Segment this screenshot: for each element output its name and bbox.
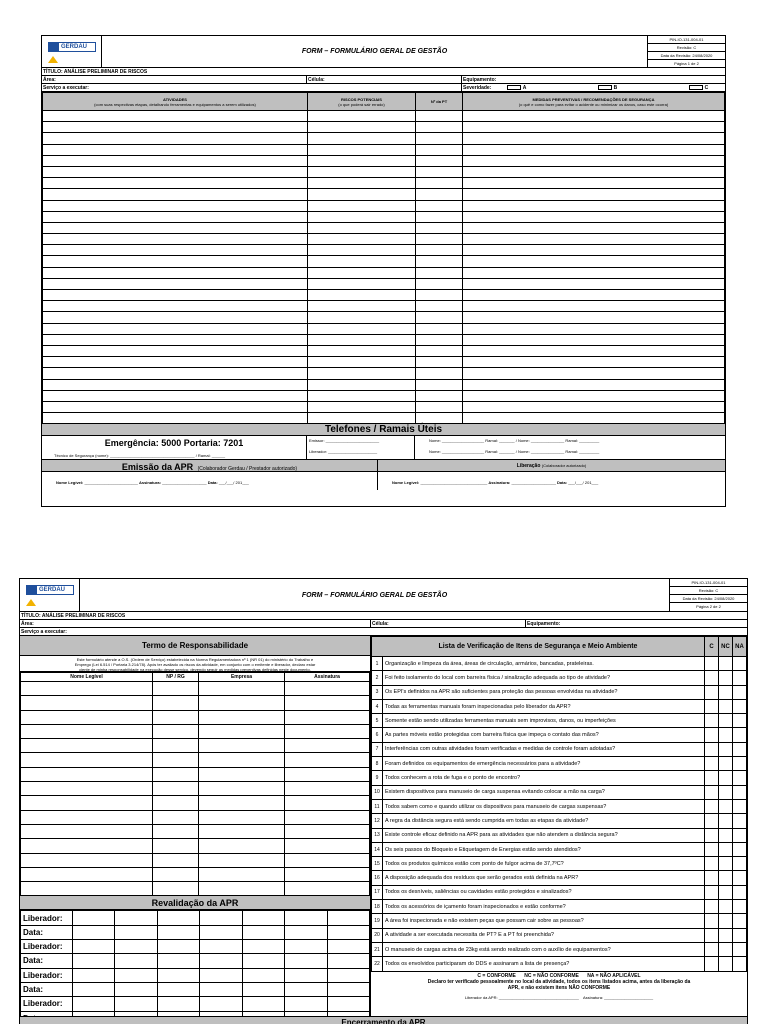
col-pt: Nº da PT [416, 93, 463, 111]
checkbox-na[interactable] [733, 885, 747, 899]
checkbox-nc[interactable] [719, 771, 733, 785]
checkbox-na[interactable] [733, 957, 747, 971]
checklist-item: 14 Os seis passos do Bloqueio e Etiquetagem de Energias estão sendo atendidos? [372, 842, 747, 856]
checkbox-na[interactable] [733, 757, 747, 771]
checklist-item: 22 Todos os envolvidos participaram do DDS e assinaram a lista de presença? [372, 957, 747, 971]
checkbox-na[interactable] [733, 928, 747, 942]
checkbox-nc[interactable] [719, 785, 733, 799]
emissor-field[interactable]: Emissor: ________________________ [309, 438, 380, 444]
checkbox-c[interactable] [705, 757, 719, 771]
checkbox-c[interactable] [705, 742, 719, 756]
participant-row[interactable] [21, 853, 370, 867]
doc-revision: Revisão: C [648, 44, 725, 52]
activity-row[interactable] [43, 245, 725, 256]
activity-row[interactable] [43, 133, 725, 144]
activity-row[interactable] [43, 312, 725, 323]
checklist-title: Lista de Verificação de Itens de Segurança e Meio Ambiente [372, 637, 705, 657]
gerdau-logo: GERDAU [42, 36, 102, 67]
checkbox-na[interactable] [733, 785, 747, 799]
checklist-item: 7 Interferências com outras atividades foram verificadas e medidas de controle foram adotadas? [372, 742, 747, 756]
checklist-item: 12 A regra da distância segura está sendo cumprida em todas as etapas da atividade? [372, 814, 747, 828]
checklist-item: 2 Foi feito isolamento do local com barreira física / sinalização adequada ao tipo de atividade? [372, 671, 747, 685]
checkbox-c[interactable] [705, 900, 719, 914]
participant-row[interactable] [21, 696, 370, 710]
form-page-2 [19, 578, 748, 1024]
emissao-header: Emissão da APR (Colaborador Gerdau / Prestador autorizado) Liberação (Colaborador autorizado) [42, 460, 725, 472]
checkbox-nc[interactable] [719, 657, 733, 671]
checkbox-nc[interactable] [719, 742, 733, 756]
checkbox-nc[interactable] [719, 928, 733, 942]
activity-row[interactable] [43, 111, 725, 122]
severity-c-checkbox[interactable] [689, 85, 703, 90]
checkbox-na[interactable] [733, 728, 747, 742]
checkbox-c[interactable] [705, 828, 719, 842]
activity-row[interactable] [43, 222, 725, 233]
checkbox-na[interactable] [733, 814, 747, 828]
checkbox-nc[interactable] [719, 885, 733, 899]
checkbox-nc[interactable] [719, 757, 733, 771]
activities-table [42, 92, 725, 424]
participants-table: Nome Legível NP / RG Empresa Assinatura [20, 672, 370, 896]
participant-row[interactable] [21, 796, 370, 810]
checklist-item: 18 Todos os acessórios de içamento foram inspecionados e estão conforme? [372, 900, 747, 914]
checkbox-c[interactable] [705, 814, 719, 828]
revalidacao-table [20, 910, 370, 1024]
checkbox-c[interactable] [705, 699, 719, 713]
form-title: FORM – FORMULÁRIO GERAL DE GESTÃO [301, 48, 448, 55]
celula-field[interactable]: Célula: [307, 76, 462, 83]
activity-row[interactable] [43, 178, 725, 189]
checkbox-c[interactable] [705, 957, 719, 971]
checkbox-na[interactable] [733, 871, 747, 885]
activity-row[interactable] [43, 368, 725, 379]
revalidacao-row[interactable]: Liberador: [21, 997, 370, 1011]
checkbox-na[interactable] [733, 828, 747, 842]
checkbox-nc[interactable] [719, 900, 733, 914]
severity-b-checkbox[interactable] [598, 85, 612, 90]
checkbox-na[interactable] [733, 857, 747, 871]
doc-meta-2: PIN-IO-131-004-01 Revisão: C Data da Revisão: 24/08/2020 Página 2 de 2 [669, 579, 747, 611]
activity-row[interactable] [43, 234, 725, 245]
revalidacao-title: Revalidação da APR [20, 896, 370, 910]
checkbox-c[interactable] [705, 714, 719, 728]
participant-row[interactable] [21, 767, 370, 781]
activity-row[interactable] [43, 166, 725, 177]
checklist-item: 9 Todos conhecem a rota de fuga e o ponto de encontro? [372, 771, 747, 785]
checkbox-nc[interactable] [719, 842, 733, 856]
checklist-item: 21 O manuseio de cargas acima de 23kg está sendo realizado com o auxílio de equipamentos? [372, 942, 747, 956]
checkbox-c[interactable] [705, 942, 719, 956]
termo-section [20, 636, 371, 1024]
checkbox-na[interactable] [733, 799, 747, 813]
checkbox-c[interactable] [705, 885, 719, 899]
checklist-item: 16 A disposição adequada dos resíduos que serão gerados está definida na APR? [372, 871, 747, 885]
revalidacao-row[interactable]: Liberador: [21, 968, 370, 982]
activity-row[interactable] [43, 301, 725, 312]
col-riscos: RISCOS POTENCIAIS (o que poderá sair errado) [308, 93, 416, 111]
checkbox-nc[interactable] [719, 699, 733, 713]
doc-revision-date: Data da Revisão: 24/08/2020 [648, 52, 725, 60]
participant-row[interactable] [21, 782, 370, 796]
encerramento-title: Encerramento da APR [20, 1016, 747, 1024]
doc-page: Página 1 de 2 [674, 61, 699, 66]
checkbox-na[interactable] [733, 657, 747, 671]
checkbox-na[interactable] [733, 714, 747, 728]
checklist-item: 11 Todos sabem como e quando utilizar os dispositivos para manuseio de cargas suspensas? [372, 799, 747, 813]
title-row-2: TÍTULO: ANÁLISE PRELIMINAR DE RISCOS [20, 612, 747, 620]
servico-row [42, 84, 725, 92]
checklist-item: 4 Todas as ferramentas manuais foram inspecionadas pelo liberador da APR? [372, 699, 747, 713]
activity-row[interactable] [43, 357, 725, 368]
form-header [42, 36, 725, 68]
activity-row[interactable] [43, 390, 725, 401]
checklist-item: 10 Existem dispositivos para manuseio de carga suspensa evitando colocar a mão na carga? [372, 785, 747, 799]
area-field[interactable]: Área: [42, 76, 307, 83]
checklist-section [371, 636, 747, 1024]
participant-row[interactable] [21, 739, 370, 753]
revalidacao-row[interactable]: Data: [21, 954, 370, 968]
checkbox-na[interactable] [733, 742, 747, 756]
checkbox-na[interactable] [733, 942, 747, 956]
checkbox-nc[interactable] [719, 857, 733, 871]
checklist-table: Lista de Verificação de Itens de Segurança e Meio Ambiente C NC NA 1 Organização e limpeza da área, áreas de circulação, armários, bancadas, prateleiras. 2 Foi feito isolamento do local com barreira física / sinalização adequada ao tipo de atividade? 3 Os EPI's definidos na APR são suficientes para proteção das pessoas envolvidas na atividade? 4 Todas as ferramentas manuais foram inspecionadas pelo liberador da APR? 5 Somente estão sendo utilizadas ferramentas manuais sem improvisos, danos, ou imperfeições 6 As partes móveis estão protegidas com barreira física que impeça o contato das mãos? 7 Interferências com outras atividades foram verificadas e medidas de controle foram adotadas? 8 Foram definidos os equipamentos de emergência necessários para a atividade? 9 Todos conhecem a rota de fuga e o ponto de encontro? 10 Existem dispositivos para manuseio de carga suspensa evitando colocar a mão na carga? 11 Todos sabem como e quando utilizar os dispositivos para manuseio de cargas suspensas? 12 A regra da distância segura está sendo cumprida em todas as etapas da atividade? 13 Existe controle eficaz definido na APR para as atividades que não atendem a distância segura? 14 Os seis passos do Bloqueio e Etiquetagem de Energias estão sendo atendidos? 15 Todos os produtos químicos estão com ponto de fulgor acima de 37,7ºC? 16 A disposição adequada dos resíduos que serão gerados está definida na APR? 17 Todos os desníveis, saliências ou cavidades estão protegidos e sinalizados? 18 Todos os acessórios de içamento foram inspecionados e estão conforme? 19 A área foi inspecionada e não existem peças que possam cair sobre as pessoas? 20 A atividade a ser executada necessita de PT? E a PT foi preenchida? 21 O manuseio de cargas acima de 23kg está sendo realizado com o auxílio de equipamentos? 22 Todos os envolvidos participaram do DDS e assinaram a lista de presença? [371, 636, 747, 972]
revalidacao-row[interactable]: Data: [21, 925, 370, 939]
checkbox-nc[interactable] [719, 914, 733, 928]
participant-row[interactable] [21, 810, 370, 824]
termo-text: Este formulário atende a O.S. (Ordem de Serviço) estabelecida na Norma Regulamentadora nº 1 (NR 01) do ministério do Trabalho e Emprego (Lei 6.514 / Portaria 3.214/78). Após ter avaliado os riscos da atividade, em conjunto com o emitente e liberador, declaro estar ciente de minha responsabilidade na execução desse serviço, devendo seguir as medidas preventivas definidas neste documento. [20, 656, 370, 672]
checkbox-na[interactable] [733, 914, 747, 928]
form-title-2: FORM – FORMULÁRIO GERAL DE GESTÃO [301, 591, 448, 599]
participant-row[interactable] [21, 839, 370, 853]
checkbox-c[interactable] [705, 871, 719, 885]
checkbox-c[interactable] [705, 685, 719, 699]
activity-row[interactable] [43, 323, 725, 334]
activity-row[interactable] [43, 155, 725, 166]
col-medidas: MEDIDAS PREVENTIVAS / RECOMENDAÇÕES DE SEGURANÇA (o quê e como fazer para evitar o acidente ou minimizar os danos, caso este ocorra) [463, 93, 725, 111]
checkbox-nc[interactable] [719, 871, 733, 885]
revalidacao-row[interactable]: Liberador: [21, 911, 370, 925]
servico-row-2: Serviço a executar: [20, 628, 747, 636]
checkbox-c[interactable] [705, 771, 719, 785]
checkbox-nc[interactable] [719, 685, 733, 699]
area-row [42, 76, 725, 84]
form-header-2 [20, 579, 747, 612]
checklist-item: 13 Existe controle eficaz definido na APR para as atividades que não atendem a distância segura? [372, 828, 747, 842]
activity-row[interactable] [43, 267, 725, 278]
checkbox-na[interactable] [733, 771, 747, 785]
checklist-item: 20 A atividade a ser executada necessita de PT? E a PT foi preenchida? [372, 928, 747, 942]
telefones-block [42, 436, 725, 460]
checkbox-nc[interactable] [719, 728, 733, 742]
activity-row[interactable] [43, 290, 725, 301]
participant-row[interactable] [21, 724, 370, 738]
contact-row-1[interactable]: Nome: ___________________ Ramal: _______ / Nome: _______________ Ramal: _________ [429, 438, 600, 444]
liberador-field[interactable]: Liberador: ______________________ [309, 449, 378, 455]
severity-a-checkbox[interactable] [507, 85, 521, 90]
checkbox-nc[interactable] [719, 814, 733, 828]
contact-row-2[interactable]: Nome: ___________________ Ramal: _______ / Nome: _______________ Ramal: _________ [429, 449, 600, 455]
activity-row[interactable] [43, 334, 725, 345]
participant-row[interactable] [21, 882, 370, 896]
activity-row[interactable] [43, 122, 725, 133]
activity-row[interactable] [43, 278, 725, 289]
activity-row[interactable] [43, 200, 725, 211]
activity-row[interactable] [43, 256, 725, 267]
checkbox-nc[interactable] [719, 799, 733, 813]
activity-row[interactable] [43, 211, 725, 222]
activity-row[interactable] [43, 379, 725, 390]
signature-row [42, 472, 725, 490]
checkbox-c[interactable] [705, 928, 719, 942]
doc-code: PIN-IO-131-004-01 [648, 36, 725, 44]
checkbox-nc[interactable] [719, 828, 733, 842]
servico-field[interactable]: Serviço a executar: [42, 84, 462, 91]
checklist-item: 19 A área foi inspecionada e não existem peças que possam cair sobre as pessoas? [372, 914, 747, 928]
tecnico-field[interactable]: Técnico de Segurança (nome): ______________________________________ / Ramal: ______ [54, 453, 226, 459]
participant-row[interactable] [21, 710, 370, 724]
checkbox-nc[interactable] [719, 671, 733, 685]
checkbox-c[interactable] [705, 728, 719, 742]
severidade-field: Severidade: A B C [463, 85, 709, 91]
col-atividades: ATIVIDADES (com suas respectivas etapas, detalhando ferramentas e equipamentos a serem utilizados) [43, 93, 308, 111]
emergencia-text: Emergência: 5000 Portaria: 7201 [104, 438, 244, 449]
liberacao-signature[interactable]: Nome Legível: ______________________________ Assinatura: ____________________ Data: ___/___/ 201___ [392, 480, 599, 486]
checkbox-c[interactable] [705, 914, 719, 928]
declaration: C = CONFORME NC = NÃO CONFORME NA = NÃO APLICÁVEL Declaro ter verificado pessoalmente no local da atividade, todos os itens listados acima, antes da liberação da APR, e não existem itens NÃO CONFORME Liberador da APR: ____________________________________ Assinatura: ______________________ [371, 972, 747, 1001]
activity-row[interactable] [43, 189, 725, 200]
emissao-signature[interactable]: Nome Legível: ________________________ Assinatura: ____________________ Data: ___/___/ 201___ [42, 472, 378, 490]
checkbox-c[interactable] [705, 842, 719, 856]
participant-row[interactable] [21, 753, 370, 767]
checkbox-c[interactable] [705, 785, 719, 799]
checkbox-na[interactable] [733, 699, 747, 713]
checkbox-c[interactable] [705, 657, 719, 671]
checklist-item: 1 Organização e limpeza da área, áreas de circulação, armários, bancadas, prateleiras. [372, 657, 747, 671]
gerdau-logo-2: GERDAU [20, 579, 80, 611]
checklist-item: 6 As partes móveis estão protegidas com barreira física que impeça o contato das mãos? [372, 728, 747, 742]
checkbox-nc[interactable] [719, 957, 733, 971]
doc-meta [647, 36, 725, 67]
telefones-header: Telefones / Ramais Úteis [42, 424, 725, 436]
form-page-1 [41, 35, 726, 507]
liberador-apr-signature[interactable]: Liberador da APR: ____________________________________ Assinatura: ______________________ [464, 994, 654, 1000]
checkbox-na[interactable] [733, 685, 747, 699]
checkbox-c[interactable] [705, 799, 719, 813]
checkbox-nc[interactable] [719, 714, 733, 728]
checklist-item: 3 Os EPI's definidos na APR são suficientes para proteção das pessoas envolvidas na atividade? [372, 685, 747, 699]
participant-row[interactable] [21, 682, 370, 696]
participant-row[interactable] [21, 824, 370, 838]
checkbox-na[interactable] [733, 900, 747, 914]
revalidacao-row[interactable]: Data: [21, 982, 370, 996]
checklist-item: 17 Todos os desníveis, saliências ou cavidades estão protegidos e sinalizados? [372, 885, 747, 899]
activity-row[interactable] [43, 144, 725, 155]
checklist-item: 8 Foram definidos os equipamentos de emergência necessários para a atividade? [372, 757, 747, 771]
revalidacao-row[interactable]: Liberador: [21, 940, 370, 954]
activity-row[interactable] [43, 413, 725, 424]
area-row-2: Área: Célula: Equipamento: [20, 620, 747, 628]
checkbox-c[interactable] [705, 671, 719, 685]
equipamento-field[interactable]: Equipamento: [463, 77, 497, 83]
termo-title: Termo de Responsabilidade [20, 636, 370, 656]
participant-row[interactable] [21, 867, 370, 881]
checklist-item: 15 Todos os produtos químicos estão com ponto de fulgor acima de 37,7ºC? [372, 857, 747, 871]
checkbox-c[interactable] [705, 857, 719, 871]
title-row: TÍTULO: ANÁLISE PRELIMINAR DE RISCOS [42, 68, 725, 76]
checkbox-na[interactable] [733, 842, 747, 856]
checkbox-nc[interactable] [719, 942, 733, 956]
checklist-item: 5 Somente estão sendo utilizadas ferramentas manuais sem improvisos, danos, ou imperfeições [372, 714, 747, 728]
activity-row[interactable] [43, 401, 725, 412]
activity-row[interactable] [43, 345, 725, 356]
checkbox-na[interactable] [733, 671, 747, 685]
